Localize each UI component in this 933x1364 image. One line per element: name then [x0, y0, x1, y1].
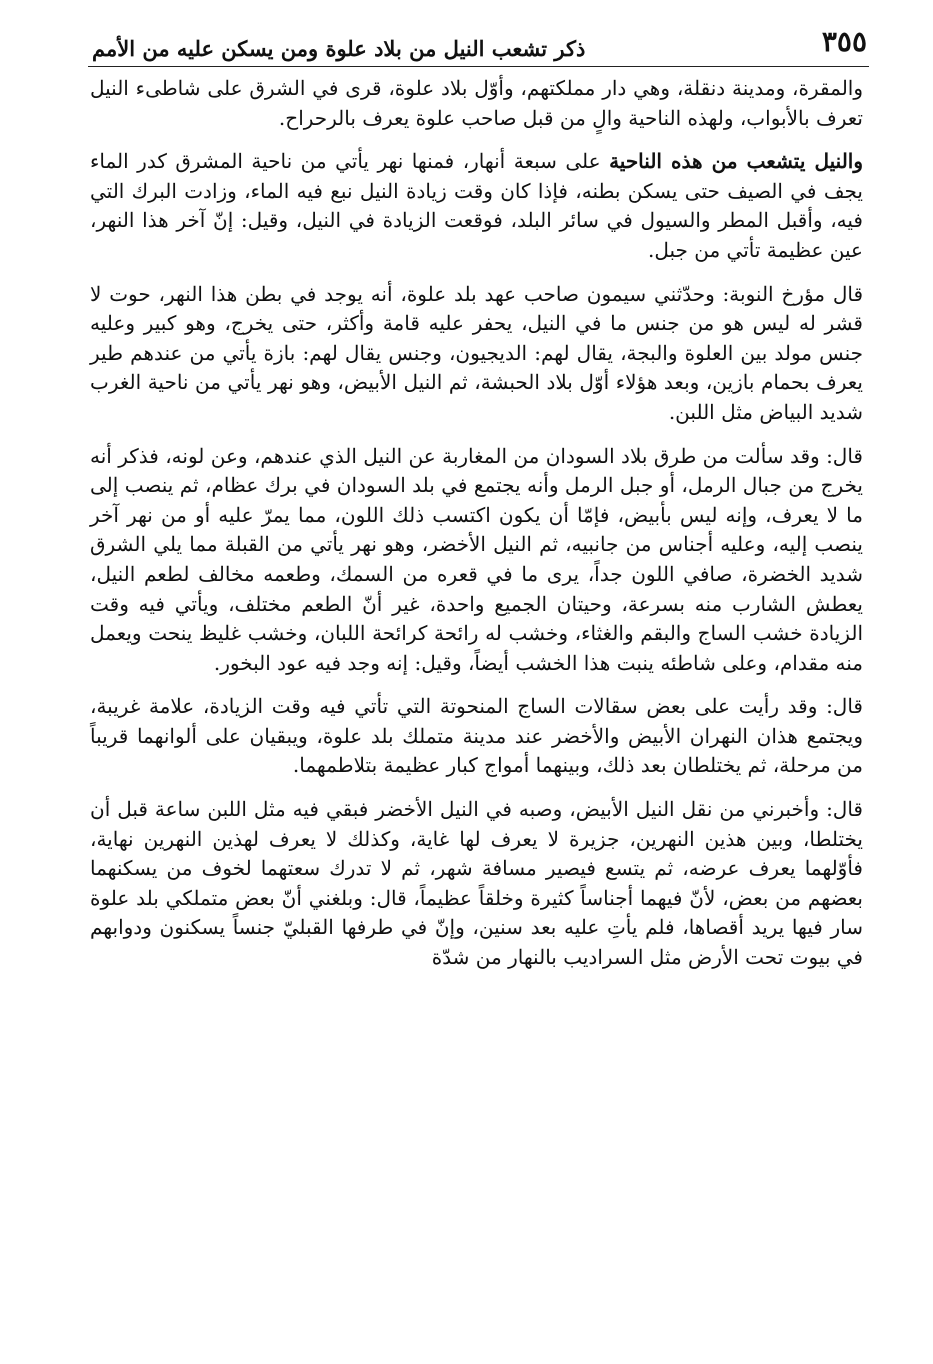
paragraph: [90, 795, 863, 973]
page-number: ٣٥٥: [821, 25, 867, 58]
paragraph: [90, 74, 863, 133]
paragraph-text: قال: وأخبرني من نقل النيل الأبيض، وصبه في النيل الأخضر فبقي فيه مثل اللبن ساعة قبل أن يختلطا، وبين هذين النهرين، جزيرة لا يعرف لها غاية، وكذلك لا يعرف لهذين النهرين نهاية، فأوّلهما يعرف عرضه، ثم يتسع فيصير مسافة شهر، ثم لا تدرك سعتهما لخوف من يسكنهما بعضهم من بعض، لأنّ فيهما أجناساً كثيرة وخلقاً عظيماً، قال: وبلغني أنّ بعض متملكي بلد علوة سار فيها يريد أقصاها، فلم يأتِ عليه بعد سنين، وإنّ في طرفها القبليّ جنساً يسكنون ودوابهم في بيوت تحت الأرض مثل السراديب بالنهار من شدّة: [90, 797, 864, 970]
paragraph-text: قال مؤرخ النوبة: وحدّثني سيمون صاحب عهد بلد علوة، أنه يوجد في بطن هذا النهر، حوت لا قشر له ليس هو من جنس ما في النيل، يحفر عليه قامة وأكثر، حتى يخرج، وهو كبير وعليه جنس مولد بين العلوة والبجة، يقال لهم: الديجيون، وجنس يقال لهم: بازة يأتي من عندهم طير يعرف بحمام بازين، وبعد هؤلاء أوّل بلاد الحبشة، ثم النيل الأبيض، وهو نهر يأتي من ناحية الغرب شديد البياض مثل اللبن.: [90, 281, 863, 424]
paragraph-lead: والنيل يتشعب من هذه الناحية: [609, 149, 863, 174]
paragraph: [90, 280, 863, 428]
page-header: [92, 14, 867, 64]
paragraph: [90, 442, 863, 679]
paragraph-text: على سبعة أنهار، فمنها نهر يأتي من ناحية المشرق كدر الماء يجف في الصيف حتى يسكن بطنه، فإذا كان وقت زيادة النيل نبع فيه الماء، وزادت البرك التي فيه، وأقبل المطر والسيول في سائر البلد، فوقعت الزيادة في النيل، وقيل: إنّ آخر هذا النهر، عين عظيمة تأتي من جبل.: [90, 149, 863, 262]
page-body: [90, 74, 863, 987]
paragraph: [90, 692, 863, 781]
running-title: ذكر تشعب النيل من بلاد علوة ومن يسكن عليه من الأمم: [92, 36, 586, 61]
header-rule: [88, 66, 869, 67]
paragraph: [90, 147, 863, 265]
paragraph-text: قال: وقد سألت من طرق بلاد السودان من المغاربة عن النيل الذي عندهم، وعن لونه، فذكر أنه يخرج من جبال الرمل، أو جبل الرمل وأنه يجتمع في بلد السودان في برك عظام، ثم ينصب إلى ما لا يعرف، وإنه ليس بأبيض، فإمّا أن يكون اكتسب ذلك اللون، مما يمرّ عليه أو من نهر آخر ينصب إليه، وعليه أجناس من جانبيه، ثم النيل الأخضر، وهو نهر يأتي من القبلة مما يلي الشرق شديد الخضرة، صافي اللون جداً، يرى ما في قعره من السمك، وطعمه مخالف لطعم النيل، يعطش الشارب منه بسرعة، وحيتان الجميع واحدة، غير أنّ الطعم مختلف، ويأتي فيه وقت الزيادة خشب الساج والبقم والغثاء، وخشب له رائحة كرائحة اللبان، وخشب غليظ ينحت ويعمل منه مقدام، وعلى شاطئه ينبت هذا الخشب أيضاً، وقيل: إنه وجد فيه عود البخور.: [90, 443, 863, 675]
paragraph-text: والمقرة، ومدينة دنقلة، وهي دار مملكتهم، وأوّل بلاد علوة، قرى في الشرق على شاطىء النيل تعرف بالأبواب، ولهذه الناحية والٍ من قبل صاحب علوة يعرف بالرحراح.: [90, 76, 863, 130]
paragraph-text: قال: وقد رأيت على بعض سقالات الساج المنحوتة التي تأتي فيه وقت الزيادة، علامة غريبة، ويجتمع هذان النهران الأبيض والأخضر عند مدينة متملك بلد علوة، ويبقيان على ألوانهما قريباً من مرحلة، ثم يختلطان بعد ذلك، وبينهما أمواج كبار عظيمة بتلاطمهما.: [90, 694, 863, 778]
